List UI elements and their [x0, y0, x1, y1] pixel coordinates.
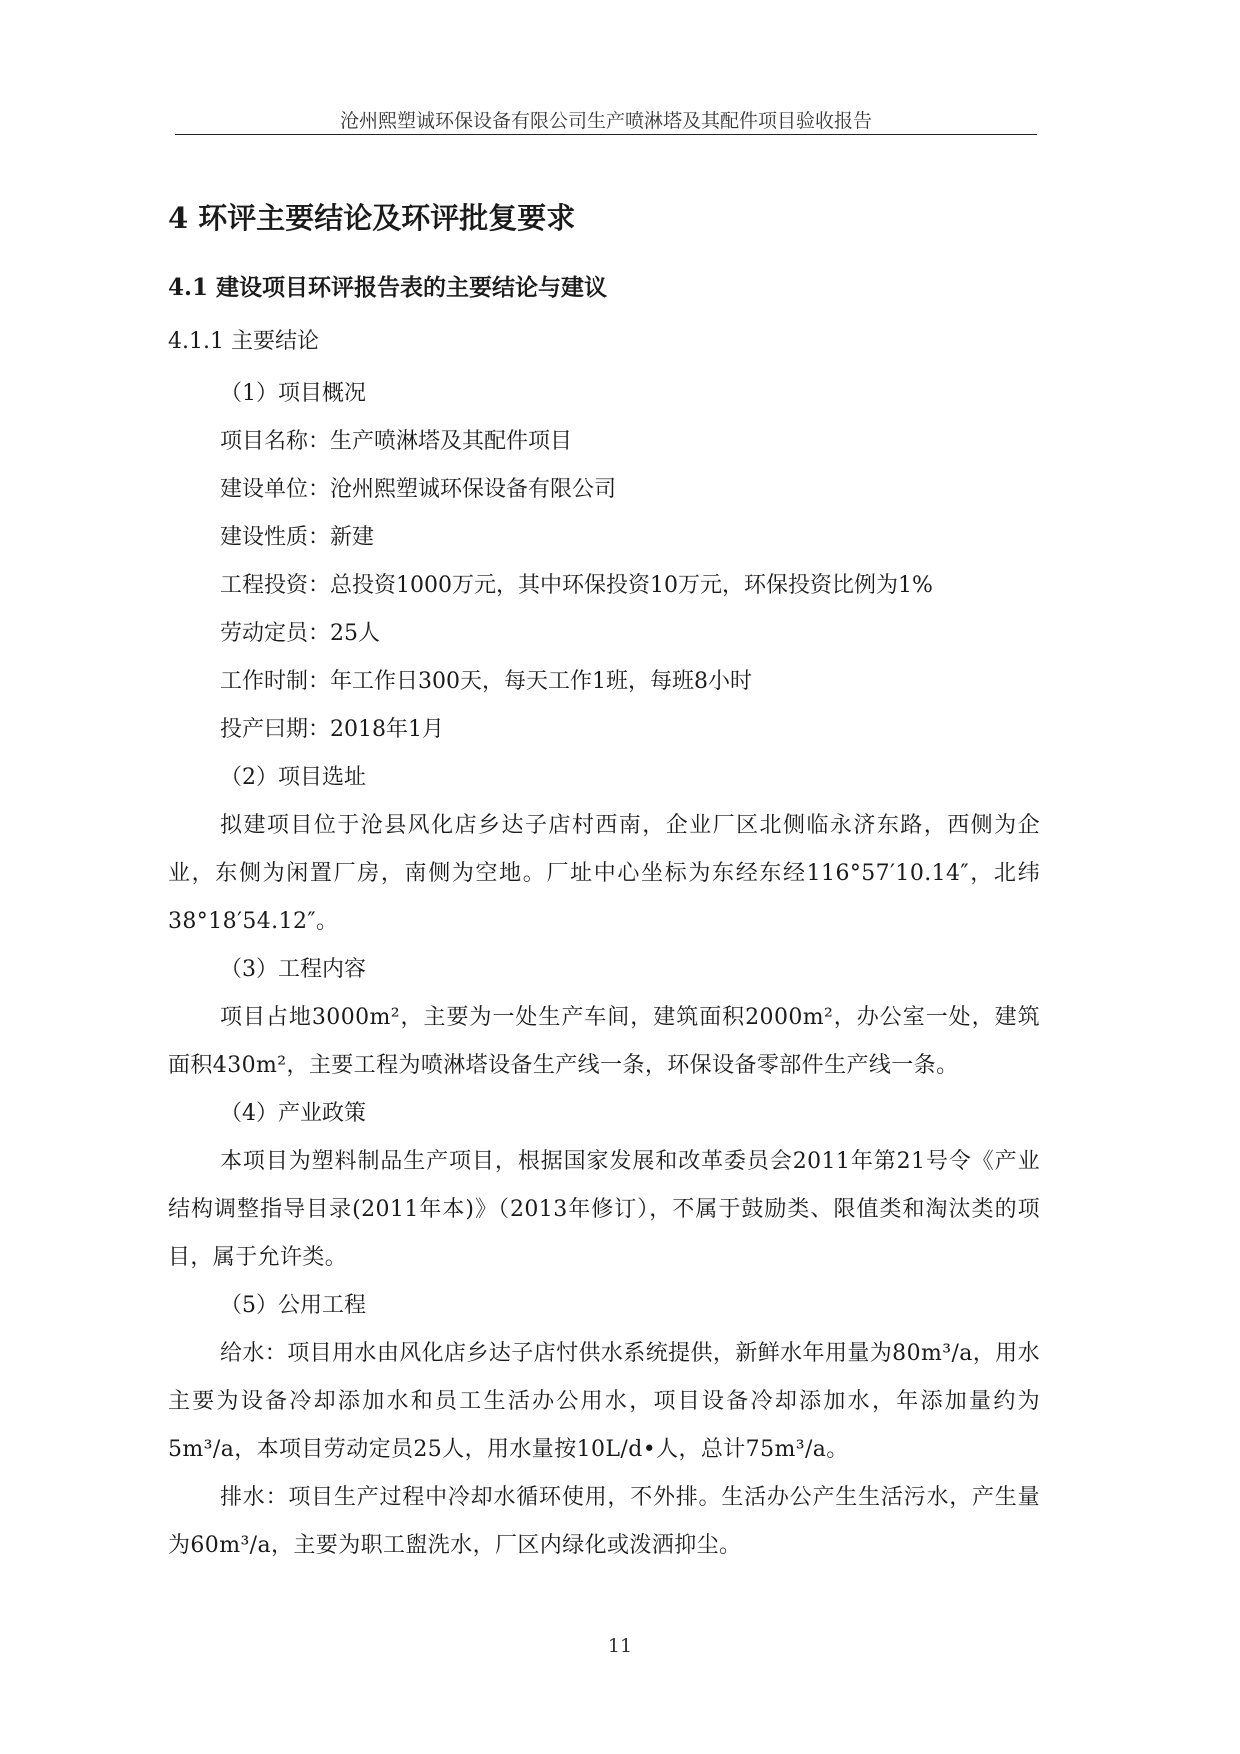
- policy-paragraph: 本项目为塑料制品生产项目，根据国家发展和改革委员会2011年第21号令《产业结构调整指导目录(2011年本)》（2013年修订），不属于鼓励类、限值类和淘汰类的项目，属于允许类。: [168, 1149, 1040, 1270]
- overview-item: 建设单位：沧州熙塑诚环保设备有限公司: [220, 477, 617, 502]
- policy-title: （4）产业政策: [220, 1101, 366, 1126]
- content-paragraph: 项目占地3000m²，主要为一处生产车间，建筑面积2000m²，办公室一处，建筑面积430m²，主要工程为喷淋塔设备生产线一条，环保设备零部件生产线一条。: [168, 1005, 1040, 1078]
- overview-item: 建设性质：新建: [220, 525, 375, 550]
- water-supply-paragraph: 给水：项目用水由风化店乡达子店忖供水系统提供，新鲜水年用量为80m³/a，用水主要为设备冷却添加水和员工生活办公用水，项目设备冷却添加水，年添加量约为5m³/a，本项目劳动定员25人，用水量按10L/d•人，总计75m³/a。: [168, 1341, 1040, 1462]
- overview-item: 工作时制：年工作日300天，每天工作1班，每班8小时: [220, 669, 752, 694]
- site-title: （2）项目选址: [220, 765, 366, 790]
- running-header: 沧州熙塑诚环保设备有限公司生产喷淋塔及其配件项目验收报告: [339, 110, 872, 132]
- utilities-title: （5）公用工程: [220, 1293, 366, 1318]
- overview-item: 劳动定员：25人: [220, 621, 380, 646]
- subsection-heading: 4.1 建设项目环评报告表的主要结论与建议: [168, 274, 608, 301]
- drainage-paragraph: 排水：项目生产过程中冷却水循环使用，不外排。生活办公产生生活污水，产生量为60m³/a，主要为职工盥洗水，厂区内绿化或泼洒抑尘。: [168, 1485, 1040, 1558]
- header-rule: [175, 134, 1037, 135]
- subsubsection-heading: 4.1.1 主要结论: [168, 329, 319, 354]
- content-title: （3）工程内容: [220, 957, 366, 982]
- overview-item: 项目名称：生产喷淋塔及其配件项目: [220, 429, 573, 454]
- overview-item: 工程投资：总投资1000万元，其中环保投资10万元，环保投资比例为1%: [220, 573, 933, 598]
- section-heading: 4 环评主要结论及环评批复要求: [168, 201, 576, 235]
- overview-title: （1）项目概况: [220, 381, 366, 406]
- site-paragraph: 拟建项目位于沧县风化店乡达子店村西南，企业厂区北侧临永济东路，西侧为企业，东侧为闲置厂房，南侧为空地。厂址中心坐标为东经东经116°57′10.14″，北纬38°18′54.12″。: [168, 813, 1040, 934]
- page-body: [168, 196, 1040, 1570]
- page-number: 11: [607, 1635, 633, 1657]
- overview-item: 投产曰期：2018年1月: [220, 717, 444, 742]
